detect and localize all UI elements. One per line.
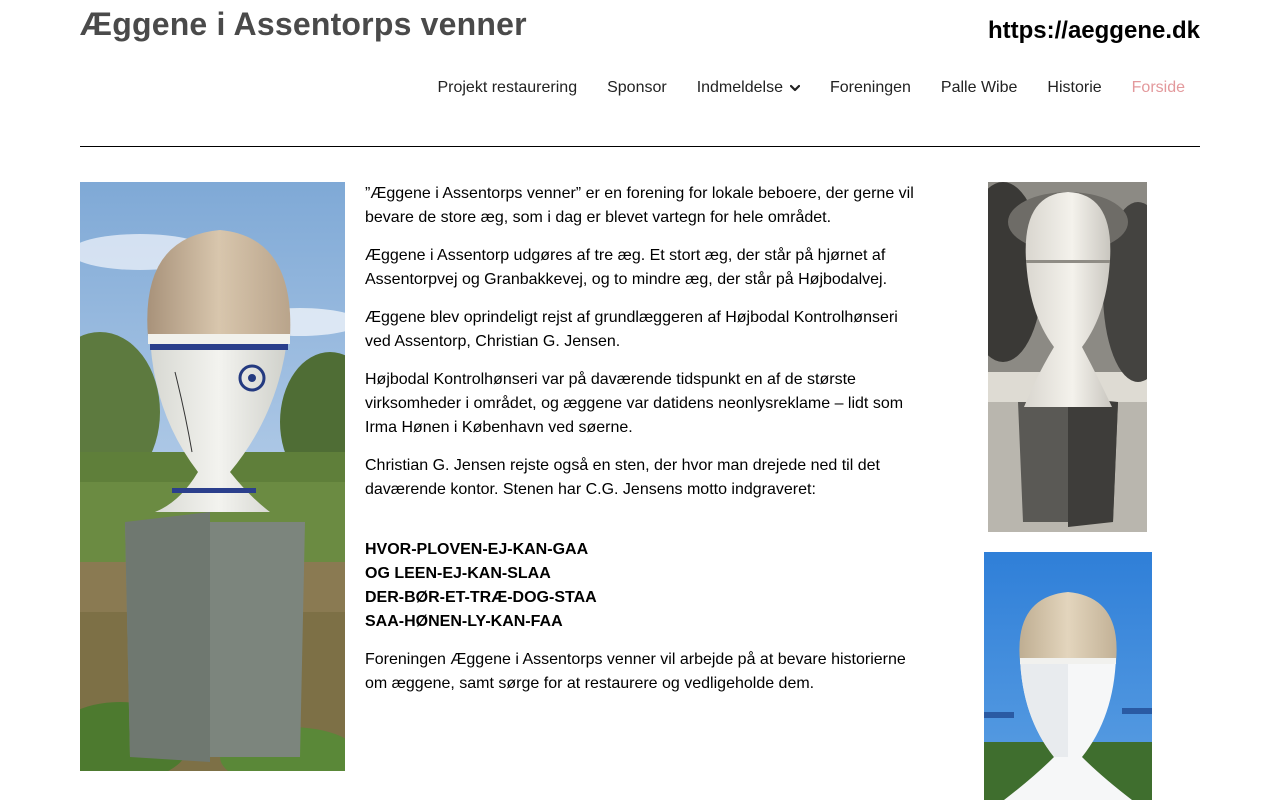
closing-paragraph: Foreningen Æggene i Assentorps venner vil arbejde på at bevare historierne om æggene, samt sørge for at restaurere og vedligeholde dem. bbox=[365, 651, 906, 692]
historic-egg-sculpture-bw-photo bbox=[988, 182, 1147, 532]
intro-paragraph: Højbodal Kontrolhønseri var på daværende tidspunkt en af de største virksomheder i området, og æggene var datidens neonlysreklame – lidt som Irma Hønen i København ved søerne. bbox=[365, 371, 904, 436]
motto-line: DER-BØR-ET-TRÆ-DOG-STAA bbox=[365, 589, 597, 606]
motto-block bbox=[365, 538, 920, 634]
restored-egg-sculpture-photo bbox=[80, 182, 345, 771]
intro-paragraph: ”Æggene i Assentorps venner” er en forening for lokale beboere, der gerne vil bevare de store æg, som i dag er blevet vartegn for hele området. bbox=[365, 185, 914, 226]
nav-item-forside[interactable]: Forside bbox=[1131, 79, 1185, 96]
motto-line: HVOR-PLOVEN-EJ-KAN-GAA bbox=[365, 541, 589, 558]
motto-line: OG LEEN-EJ-KAN-SLAA bbox=[365, 565, 551, 582]
nav-item-historie[interactable]: Historie bbox=[1047, 79, 1102, 96]
intro-paragraph: Æggene blev oprindeligt rejst af grundlæggeren af Højbodal Kontrolhønseri ved Assentorp, Christian G. Jensen. bbox=[365, 309, 898, 350]
nav-item-indmeldelse-label: Indmeldelse bbox=[696, 79, 783, 96]
intro-paragraph: Æggene i Assentorp udgøres af tre æg. Et stort æg, der står på hjørnet af Assentorpvej og Granbakkevej, og to mindre æg, der står på Højbodalvej. bbox=[365, 247, 888, 288]
motto-line: SAA-HØNEN-LY-KAN-FAA bbox=[365, 613, 563, 630]
chevron-down-icon[interactable] bbox=[790, 83, 800, 93]
nav-item-palle-wibe[interactable]: Palle Wibe bbox=[940, 79, 1018, 96]
site-url[interactable]: https://aeggene.dk bbox=[987, 17, 1200, 44]
intro-paragraph: Christian G. Jensen rejste også en sten, der hvor man drejede ned til det daværende kontor. Stenen har C.G. Jensens motto indgraveret: bbox=[365, 457, 880, 498]
white-egg-sculpture-photo bbox=[984, 552, 1152, 800]
nav-item-projekt-restaurering[interactable]: Projekt restaurering bbox=[437, 79, 578, 96]
header-divider bbox=[80, 146, 1200, 147]
site-title[interactable]: Æggene i Assentorps venner bbox=[80, 6, 527, 42]
nav-item-indmeldelse[interactable] bbox=[682, 79, 815, 97]
intro-content bbox=[365, 182, 920, 710]
nav-item-foreningen[interactable]: Foreningen bbox=[829, 79, 911, 96]
nav-item-sponsor[interactable]: Sponsor bbox=[607, 79, 667, 96]
main-navigation bbox=[422, 76, 1200, 100]
